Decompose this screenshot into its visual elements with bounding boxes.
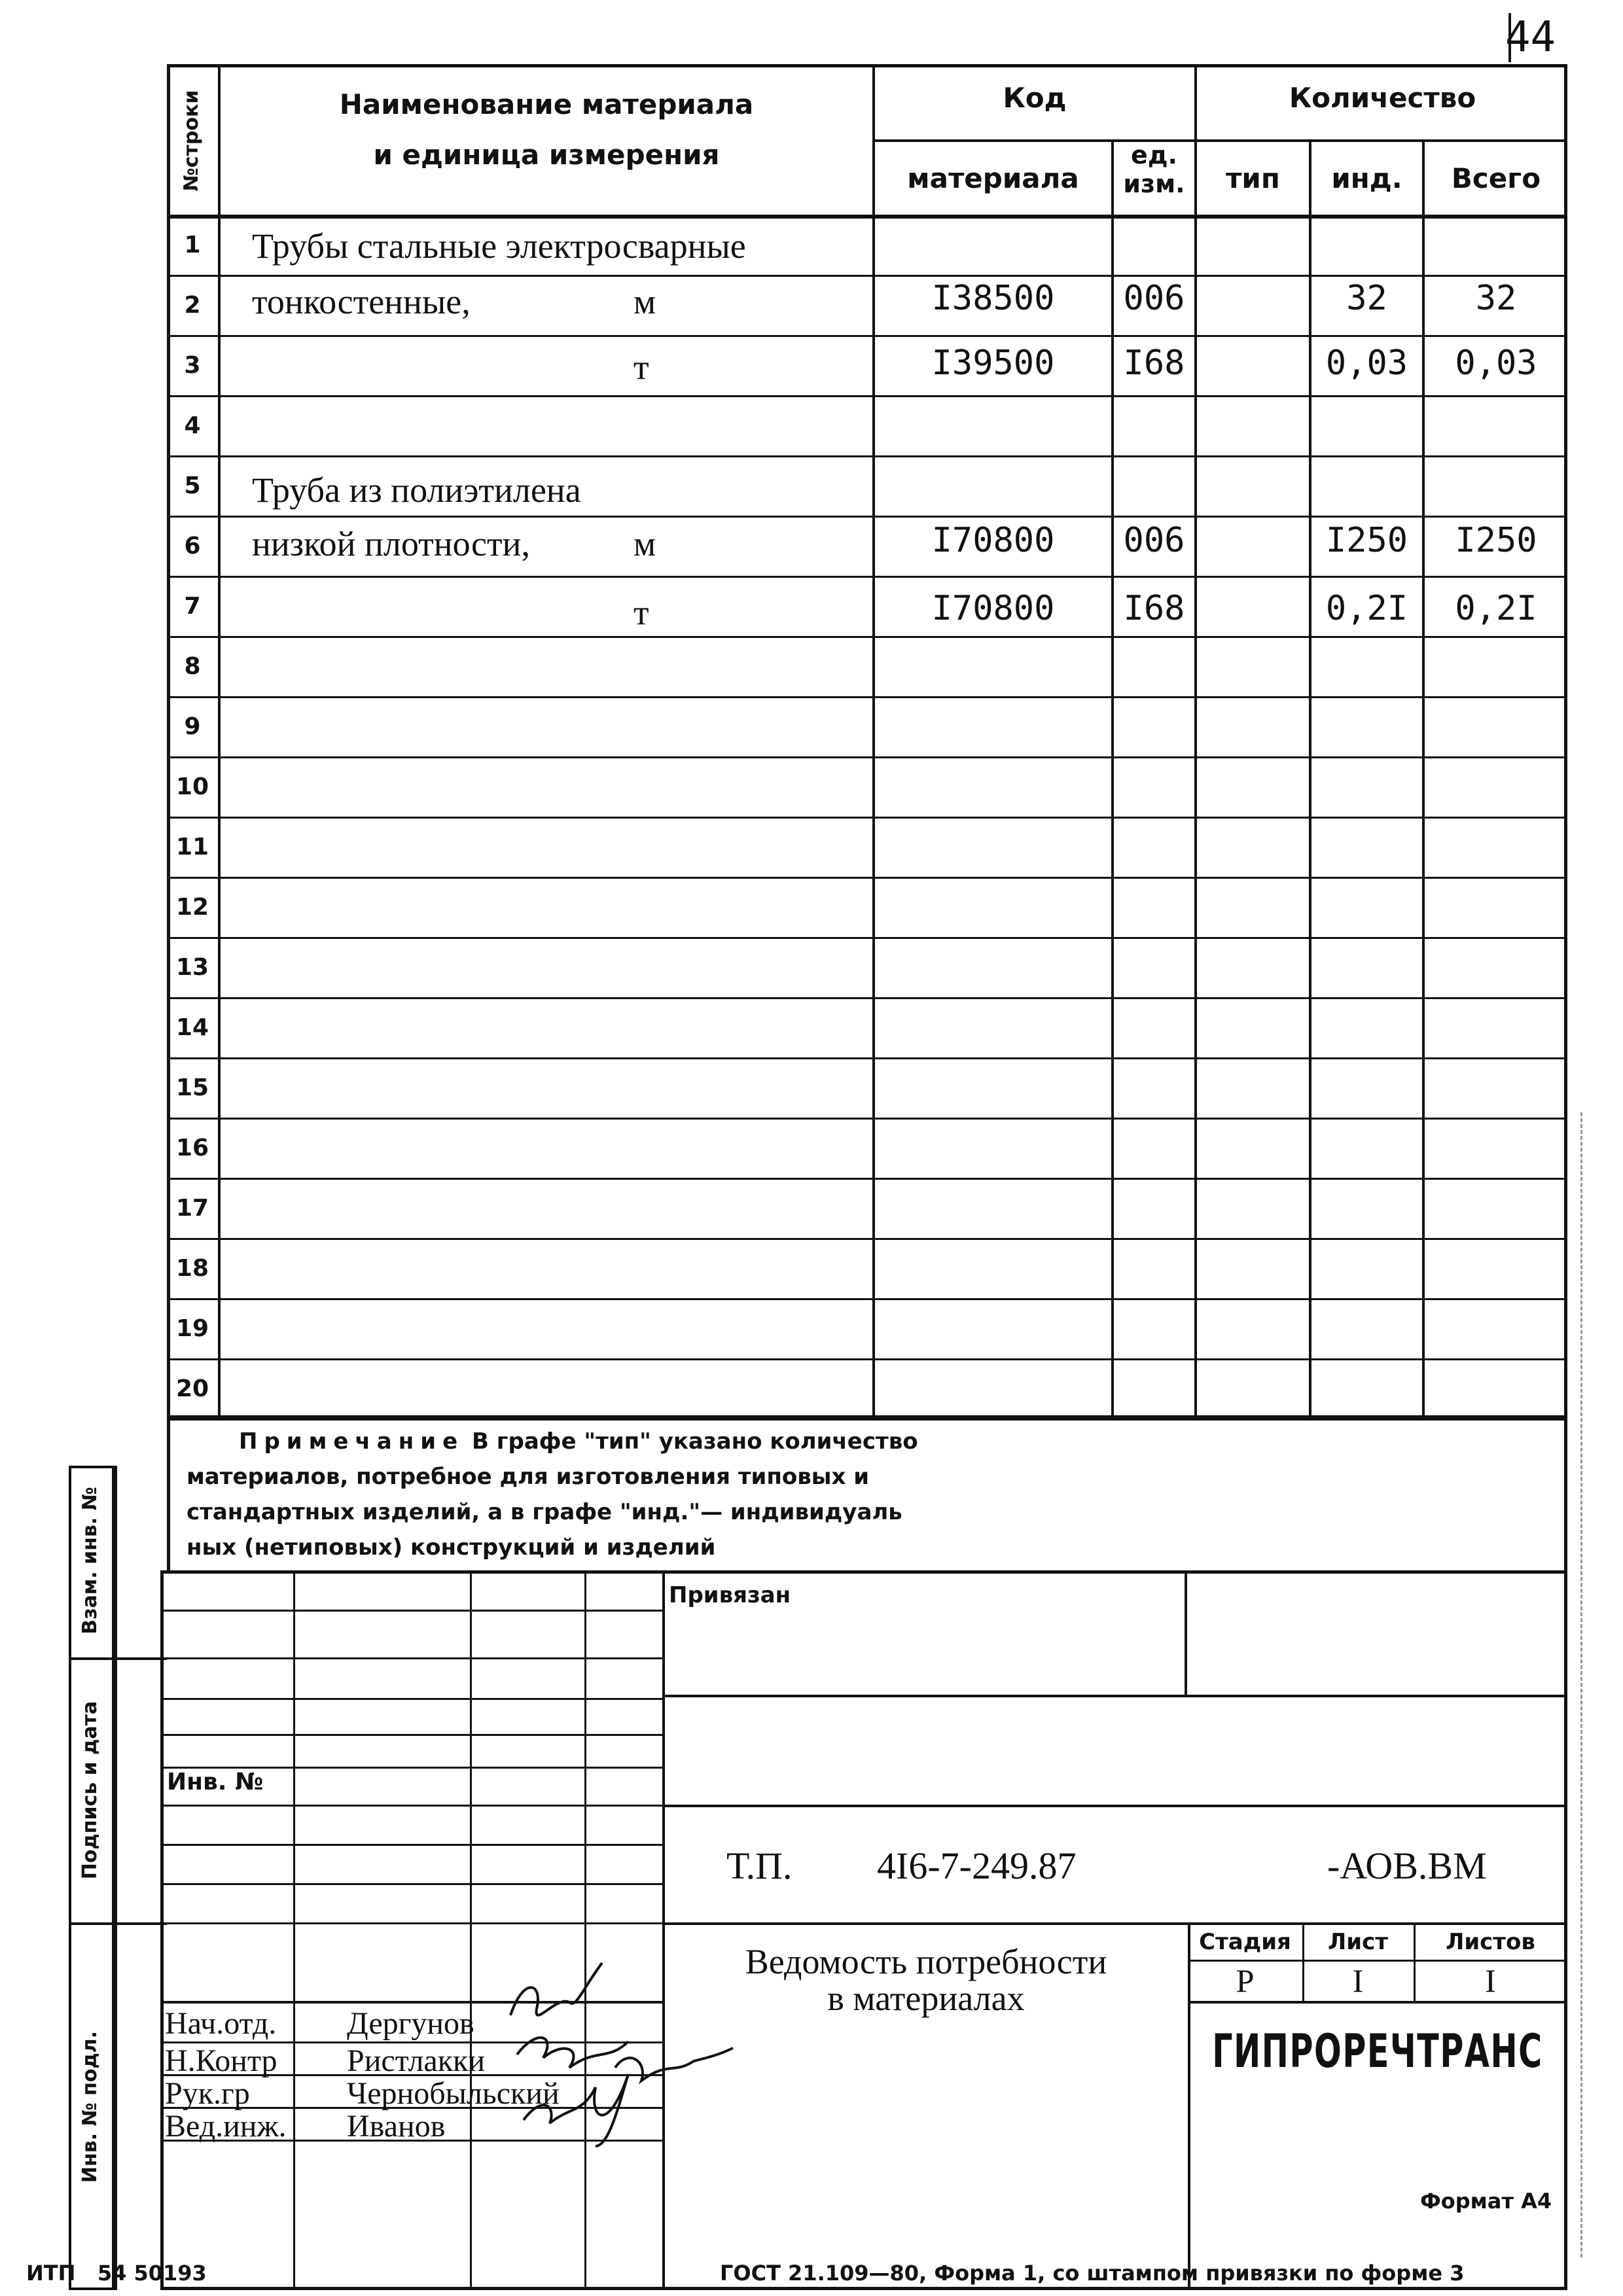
row-line: [167, 877, 1567, 879]
row-number: 16: [175, 1134, 209, 1161]
row-number: 20: [175, 1375, 209, 1402]
row-line: [167, 1358, 1567, 1360]
row-2-uom: 006: [1123, 279, 1185, 318]
row-number: 18: [175, 1254, 209, 1282]
row-3-code: I39500: [931, 344, 1055, 383]
sheets-value: I: [1485, 1962, 1496, 1999]
row-7-code: I70800: [931, 589, 1055, 628]
row-line: [167, 937, 1567, 939]
row-3-total: 0,03: [1455, 344, 1537, 383]
stamp-grid-line: [160, 1883, 662, 1885]
signer-name: Ристлакки: [347, 2043, 486, 2078]
header-quantity: Количество: [1289, 82, 1476, 114]
sheets-label: Листов: [1446, 1928, 1535, 1955]
page-number: 44: [1505, 13, 1556, 62]
format-label: Формат А4: [1420, 2189, 1552, 2214]
row-number: 15: [175, 1074, 209, 1101]
row-7-uom: I68: [1123, 589, 1185, 628]
signer-role: Н.Контр: [165, 2043, 277, 2078]
signer-role: Нач.отд.: [165, 2006, 277, 2041]
row-6-code: I70800: [931, 521, 1055, 560]
row-number: 17: [175, 1194, 209, 1222]
doc-code: 4I6-7-249.87: [877, 1845, 1077, 1887]
stage-label: Стадия: [1199, 1928, 1291, 1955]
margin-podpis: Подпись и дата: [79, 1701, 101, 1880]
row-2-unit: м: [633, 282, 656, 321]
header-qty-type: тип: [1226, 162, 1280, 194]
note: Примечание В графе "тип" указано количество материалов, потребное для изготовления типовых и стандартных изделий, а в графе "инд."— индивидуаль ных (нетиповых) конструкций и изделий: [187, 1428, 918, 1561]
row-number: 4: [184, 412, 201, 439]
row-2-total: 32: [1475, 279, 1517, 318]
row-line: [167, 756, 1567, 758]
row-3-uom: I68: [1123, 344, 1185, 383]
row-number: 5: [184, 472, 201, 499]
signer-name: Дергунов: [347, 2006, 474, 2041]
header-code-material: материала: [907, 162, 1079, 194]
row-3-ind: 0,03: [1325, 344, 1408, 383]
row-line: [167, 1118, 1567, 1120]
signer-role: Вед.инж.: [165, 2109, 287, 2144]
header-code: Код: [1003, 82, 1067, 114]
signature-marks: [497, 1937, 785, 2153]
footer-left: ИТП 54 50193: [26, 2261, 207, 2286]
doc-suffix: -АОВ.ВМ: [1327, 1845, 1487, 1887]
stamp-grid-line: [160, 1805, 662, 1807]
doc-title: Ведомость потребности в материалах: [745, 1942, 1107, 2018]
row-3-unit: т: [633, 347, 649, 387]
row-number: 12: [175, 893, 209, 921]
signer-name: Чернобыльский: [347, 2076, 560, 2111]
stamp-grid-line: [160, 1844, 662, 1846]
doc-prefix: Т.П.: [726, 1845, 793, 1887]
row-number: 2: [184, 291, 201, 319]
margin-vzam: Взам. инв. №: [79, 1487, 101, 1634]
row-line: [167, 1178, 1567, 1180]
row-6-unit: м: [633, 524, 656, 563]
header-qty-ind: инд.: [1331, 162, 1402, 194]
row-5-name: Труба из полиэтилена: [252, 470, 581, 510]
row-7-unit: т: [633, 593, 649, 632]
header-name-line2: и единица измерения: [373, 139, 720, 171]
stamp-grid-line: [160, 1657, 662, 1659]
row-line: [167, 1238, 1567, 1240]
row-6-uom: 006: [1123, 521, 1185, 560]
stamp-grid-line: [160, 1922, 662, 1924]
row-number: 1: [184, 231, 201, 258]
margin-inv-podl: Инв. № подл.: [79, 2030, 101, 2183]
row-number: 14: [175, 1014, 209, 1041]
row-line: [167, 455, 1567, 457]
header-row-no: №строки: [180, 90, 203, 192]
stamp-privyazan: Привязан: [669, 1582, 791, 1608]
row-line: [167, 997, 1567, 999]
row-number: 19: [175, 1315, 209, 1342]
row-2-ind: 32: [1346, 279, 1387, 318]
row-line: [167, 1057, 1567, 1059]
header-name-line1: Наименование материала: [339, 88, 754, 120]
stamp-inv-no: Инв. №: [167, 1769, 264, 1795]
sheet-value: I: [1352, 1962, 1364, 1999]
stamp-grid-line: [160, 1734, 662, 1736]
row-number: 3: [184, 351, 201, 379]
row-number: 10: [175, 773, 209, 800]
row-7-total: 0,2I: [1455, 589, 1537, 628]
row-number: 8: [184, 652, 201, 680]
stage-value: Р: [1236, 1962, 1255, 1999]
row-line: [167, 696, 1567, 698]
stamp-grid-line: [160, 1610, 662, 1612]
header-qty-total: Всего: [1451, 162, 1541, 194]
row-6-ind: I250: [1325, 521, 1408, 560]
row-number: 11: [175, 833, 209, 860]
row-number: 13: [175, 953, 209, 981]
header-code-unit: ед. изм.: [1123, 141, 1185, 198]
row-number: 7: [184, 592, 201, 620]
signer-name: Иванов: [347, 2109, 446, 2144]
row-1-name: Трубы стальные электросварные: [252, 226, 746, 266]
row-6-name: низкой плотности,: [252, 524, 530, 563]
footer-gost: ГОСТ 21.109—80, Форма 1, со штампом привязки по форме 3: [720, 2261, 1465, 2286]
row-number: 9: [184, 713, 201, 740]
row-7-ind: 0,2I: [1325, 589, 1408, 628]
note-title: Примечание: [239, 1428, 465, 1455]
org-name: ГИПРОРЕЧТРАНС: [1212, 2024, 1543, 2078]
signer-role: Рук.гр: [165, 2076, 250, 2111]
row-number: 6: [184, 532, 201, 559]
sheet-label: Лист: [1328, 1928, 1388, 1955]
stamp-grid-line: [160, 1698, 662, 1700]
row-line: [167, 1298, 1567, 1300]
row-6-total: I250: [1455, 521, 1537, 560]
row-line: [167, 817, 1567, 819]
row-2-code: I38500: [931, 279, 1055, 318]
row-2-name: тонкостенные,: [252, 282, 471, 321]
